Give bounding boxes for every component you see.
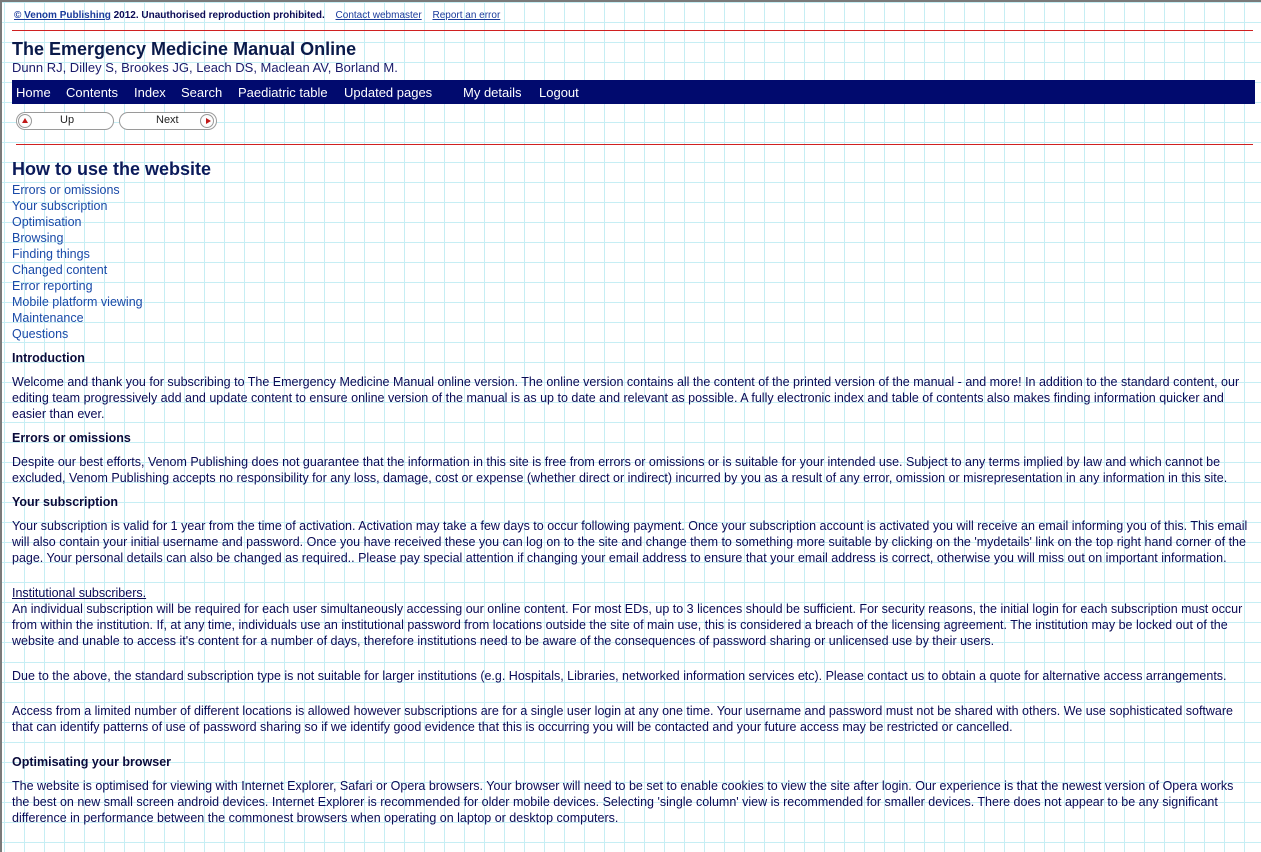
nav-my-details[interactable]: My details <box>463 85 522 100</box>
toc-optimisation-link[interactable]: Optimisation <box>12 215 82 229</box>
toc-error-reporting-link[interactable]: Error reporting <box>12 279 93 293</box>
next-label: Next <box>156 114 179 126</box>
nav-index[interactable]: Index <box>134 85 166 100</box>
toc-browsing-link[interactable]: Browsing <box>12 231 64 245</box>
errors-heading: Errors or omissions <box>12 431 131 445</box>
larger-institutions-text: Due to the above, the standard subscription type is not suitable for larger institutions (e.g. Hospitals, Libraries, networked information services etc). Please contact us to obtain a quote for alternative access arrangements. <box>12 669 1227 683</box>
nav-contents[interactable]: Contents <box>66 85 119 100</box>
toc-finding-things-link[interactable]: Finding things <box>12 247 90 261</box>
main-nav <box>12 80 1255 104</box>
report-error-link[interactable]: Report an error <box>432 10 501 21</box>
table-of-contents <box>12 182 143 342</box>
arrow-up-icon <box>18 114 32 128</box>
toc-changed-content-link[interactable]: Changed content <box>12 263 108 277</box>
nav-logout[interactable]: Logout <box>539 85 579 100</box>
errors-text: Despite our best efforts, Venom Publishing does not guarantee that the information in this site is free from errors or omissions or is suitable for your intended use. Subject to any terms implied by law and which cannot be excluded, Venom Publishing accepts no responsibility for any loss, damage, cost or expense (whether direct or indirect) incurred by you as a result of any error, omission or misrepresentation in any information in this site. <box>12 455 1228 485</box>
nav-updated-pages[interactable]: Updated pages <box>344 85 433 100</box>
access-text: Access from a limited number of different locations is allowed however subscriptions are for a single user login at any one time. Your username and password must not be shared with others. We use sophisticated software that can identify patterns of use of password sharing so if we identify good evidence that this is occurring you will be contacted and your future access may be restricted or cancelled. <box>12 704 1234 734</box>
divider-top <box>12 30 1253 31</box>
subscription-text: Your subscription is valid for 1 year from the time of activation. Activation may take a few days to occur following payment. Once your subscription account is activated you will receive an email informing you of this. This email will also contain your initial username and password. Once you have received these you can log on to the site and change them to something more suitable by clicking on the 'mydetails' link on the top right hand corner of the page. Your personal details can also be changed as required.. Please pay special attention if changing your email address to ensure that your email address is correct, otherwise you will miss out on important information. <box>12 519 1248 565</box>
institutional-text: An individual subscription will be required for each user simultaneously accessing our online content. For most EDs, up to 3 licences should be sufficient. For security reasons, the initial login for each subscription must occur from within the institution. If, at any time, individuals use an institutional password from locations outside the site of main use, this is considered a breach of the licensing agreement. The institution may be locked out of the website and unable to access it's content for a number of days, therefore institutions need to be aware of the consequences of password sharing or unlicensed use by their users. <box>12 602 1243 648</box>
article-body <box>12 350 1252 826</box>
contact-webmaster-link[interactable]: Contact webmaster <box>335 10 422 21</box>
authors-line: Dunn RJ, Dilley S, Brookes JG, Leach DS, Maclean AV, Borland M. <box>12 60 398 75</box>
nav-paediatric-table[interactable]: Paediatric table <box>238 85 328 100</box>
toc-errors-link[interactable]: Errors or omissions <box>12 183 120 197</box>
copyright-bar <box>14 10 500 21</box>
toc-questions-link[interactable]: Questions <box>12 327 69 341</box>
intro-heading: Introduction <box>12 351 85 365</box>
divider-content <box>16 144 1253 145</box>
optimise-heading: Optimisating your browser <box>12 755 172 769</box>
copyright-rest: 2012. Unauthorised reproduction prohibited. <box>110 10 325 21</box>
copyright-link[interactable]: © Venom Publishing <box>14 10 111 21</box>
toc-mobile-viewing-link[interactable]: Mobile platform viewing <box>12 295 143 309</box>
institutional-label: Institutional subscribers. <box>12 586 147 600</box>
intro-text: Welcome and thank you for subscribing to The Emergency Medicine Manual online version. The online version contains all the content of the printed version of the manual - and more! In addition to the standard content, our editing team progressively add and update content to ensure online version of the manual is as up to date and relevant as possible. A fully electronic index and table of contents also makes finding information quicker and easier than ever. <box>12 375 1240 421</box>
optimise-text: The website is optimised for viewing with Internet Explorer, Safari or Opera browsers. Your browser will need to be set to enable cookies to view the site after login. Our experience is that the newest version of Opera works the best on new small screen android devices. Internet Explorer is recommended for older mobile devices. Selecting 'single column' view is recommended for smaller devices. There does not appear to be any significant difference in performance between the commonest browsers when operating on laptop or desktop computers. <box>12 779 1234 825</box>
site-title: The Emergency Medicine Manual Online <box>12 39 357 59</box>
nav-search[interactable]: Search <box>181 85 223 100</box>
copyright-text <box>14 10 325 21</box>
nav-home[interactable]: Home <box>16 85 51 100</box>
toc-subscription-link[interactable]: Your subscription <box>12 199 108 213</box>
toc-maintenance-link[interactable]: Maintenance <box>12 311 84 325</box>
up-button[interactable] <box>16 112 114 130</box>
up-label: Up <box>60 114 75 126</box>
next-button[interactable] <box>119 112 217 130</box>
page-heading: How to use the website <box>12 159 212 179</box>
subscription-heading: Your subscription <box>12 495 119 509</box>
arrow-right-icon <box>200 114 214 128</box>
